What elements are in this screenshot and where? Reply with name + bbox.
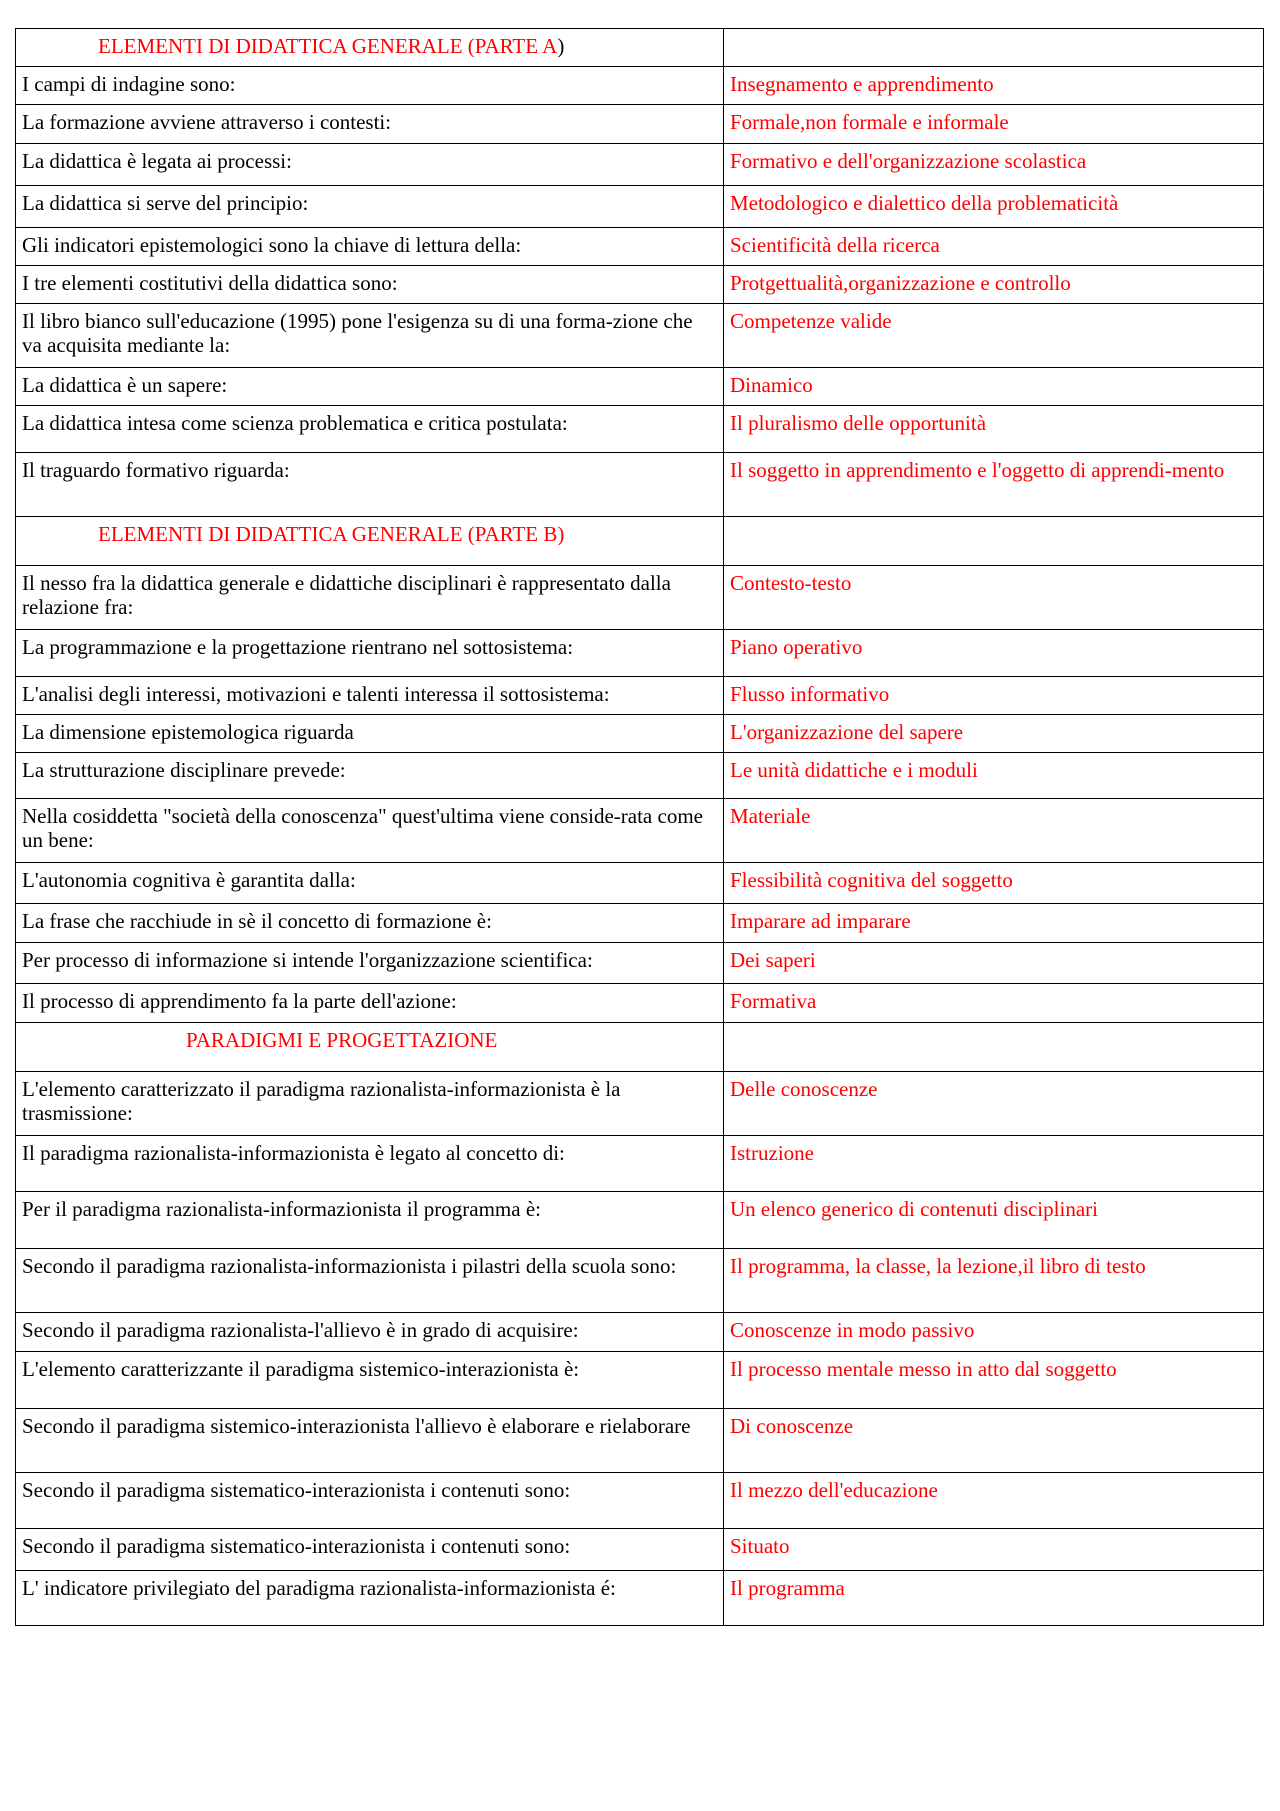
section-title-suffix: ) bbox=[557, 34, 565, 58]
answer-cell: Le unità didattiche e i moduli bbox=[724, 753, 1264, 799]
answer-cell: Delle conoscenze bbox=[724, 1072, 1264, 1136]
section-title-cell bbox=[16, 1023, 724, 1072]
answer-cell: Formale,non formale e informale bbox=[724, 105, 1264, 144]
section-title-cell bbox=[16, 29, 724, 67]
section-empty-cell bbox=[724, 517, 1264, 566]
table-row bbox=[16, 799, 1264, 863]
table-row bbox=[16, 1249, 1264, 1313]
table-row bbox=[16, 863, 1264, 904]
question-cell: Gli indicatori epistemologici sono la chiave di lettura della: bbox=[16, 228, 724, 266]
question-cell: La strutturazione disciplinare prevede: bbox=[16, 753, 724, 799]
section-empty-cell bbox=[724, 29, 1264, 67]
table-row bbox=[16, 630, 1264, 677]
answer-cell: Dei saperi bbox=[724, 943, 1264, 984]
answer-cell: Piano operativo bbox=[724, 630, 1264, 677]
answer-cell: Il processo mentale messo in atto dal soggetto bbox=[724, 1352, 1264, 1409]
question-cell: Secondo il paradigma sistemico-interazionista l'allievo è elaborare e rielaborare bbox=[16, 1409, 724, 1473]
question-cell: La dimensione epistemologica riguarda bbox=[16, 715, 724, 753]
answer-cell: Contesto-testo bbox=[724, 566, 1264, 630]
answer-cell: Istruzione bbox=[724, 1136, 1264, 1192]
answer-cell: Insegnamento e apprendimento bbox=[724, 67, 1264, 105]
table-row bbox=[16, 1136, 1264, 1192]
question-cell: La frase che racchiude in sè il concetto di formazione è: bbox=[16, 904, 724, 943]
answer-cell: Dinamico bbox=[724, 368, 1264, 406]
answer-cell: L'organizzazione del sapere bbox=[724, 715, 1264, 753]
answer-cell: Un elenco generico di contenuti disciplinari bbox=[724, 1192, 1264, 1249]
question-cell: L'autonomia cognitiva è garantita dalla: bbox=[16, 863, 724, 904]
question-cell: Per il paradigma razionalista-informazionista il programma è: bbox=[16, 1192, 724, 1249]
answer-cell: Situato bbox=[724, 1529, 1264, 1571]
section-title-cell bbox=[16, 517, 724, 566]
answer-cell: Metodologico e dialettico della problematicità bbox=[724, 186, 1264, 228]
table-row bbox=[16, 67, 1264, 105]
table-row bbox=[16, 1352, 1264, 1409]
question-cell: Il paradigma razionalista-informazionista è legato al concetto di: bbox=[16, 1136, 724, 1192]
question-cell: La didattica è un sapere: bbox=[16, 368, 724, 406]
table-row bbox=[16, 304, 1264, 368]
quiz-table bbox=[15, 28, 1264, 1626]
question-cell: Secondo il paradigma razionalista-informazionista i pilastri della scuola sono: bbox=[16, 1249, 724, 1313]
table-row bbox=[16, 105, 1264, 144]
table-row bbox=[16, 1529, 1264, 1571]
section-empty-cell bbox=[724, 1023, 1264, 1072]
question-cell: L' indicatore privilegiato del paradigma razionalista-informazionista é: bbox=[16, 1571, 724, 1626]
answer-cell: Flessibilità cognitiva del soggetto bbox=[724, 863, 1264, 904]
answer-cell: Il programma bbox=[724, 1571, 1264, 1626]
question-cell: La formazione avviene attraverso i contesti: bbox=[16, 105, 724, 144]
table-row bbox=[16, 1313, 1264, 1352]
table-row bbox=[16, 228, 1264, 266]
section-header-row bbox=[16, 517, 1264, 566]
table-row bbox=[16, 1192, 1264, 1249]
table-row bbox=[16, 677, 1264, 715]
answer-cell: Il pluralismo delle opportunità bbox=[724, 406, 1264, 453]
question-cell: Nella cosiddetta "società della conoscenza" quest'ultima viene conside-rata come un bene: bbox=[16, 799, 724, 863]
question-cell: Il processo di apprendimento fa la parte dell'azione: bbox=[16, 984, 724, 1023]
table-row bbox=[16, 266, 1264, 304]
table-row bbox=[16, 943, 1264, 984]
answer-cell: Protgettualità,organizzazione e controllo bbox=[724, 266, 1264, 304]
answer-cell: Il soggetto in apprendimento e l'oggetto di apprendi-mento bbox=[724, 453, 1264, 517]
table-row bbox=[16, 368, 1264, 406]
table-row bbox=[16, 904, 1264, 943]
answer-cell: Formativa bbox=[724, 984, 1264, 1023]
table-row bbox=[16, 144, 1264, 186]
question-cell: La didattica è legata ai processi: bbox=[16, 144, 724, 186]
question-cell: Secondo il paradigma razionalista-l'allievo è in grado di acquisire: bbox=[16, 1313, 724, 1352]
section-title: ELEMENTI DI DIDATTICA GENERALE (PARTE B) bbox=[98, 522, 565, 546]
document-page bbox=[15, 28, 1263, 1626]
answer-cell: Formativo e dell'organizzazione scolastica bbox=[724, 144, 1264, 186]
answer-cell: Imparare ad imparare bbox=[724, 904, 1264, 943]
answer-cell: Materiale bbox=[724, 799, 1264, 863]
table-row bbox=[16, 1409, 1264, 1473]
question-cell: L'analisi degli interessi, motivazioni e talenti interessa il sottosistema: bbox=[16, 677, 724, 715]
answer-cell: Conoscenze in modo passivo bbox=[724, 1313, 1264, 1352]
section-title: PARADIGMI E PROGETTAZIONE bbox=[186, 1028, 498, 1052]
table-row bbox=[16, 566, 1264, 630]
answer-cell: Scientificità della ricerca bbox=[724, 228, 1264, 266]
table-row bbox=[16, 453, 1264, 517]
table-row bbox=[16, 984, 1264, 1023]
table-row bbox=[16, 1571, 1264, 1626]
section-header-row bbox=[16, 1023, 1264, 1072]
answer-cell: Competenze valide bbox=[724, 304, 1264, 368]
question-cell: Il nesso fra la didattica generale e didattiche disciplinari è rappresentato dalla relazione fra: bbox=[16, 566, 724, 630]
question-cell: Il libro bianco sull'educazione (1995) pone l'esigenza su di una forma-zione che va acquisita mediante la: bbox=[16, 304, 724, 368]
question-cell: Il traguardo formativo riguarda: bbox=[16, 453, 724, 517]
question-cell: La didattica intesa come scienza problematica e critica postulata: bbox=[16, 406, 724, 453]
answer-cell: Flusso informativo bbox=[724, 677, 1264, 715]
question-cell: La programmazione e la progettazione rientrano nel sottosistema: bbox=[16, 630, 724, 677]
table-row bbox=[16, 753, 1264, 799]
question-cell: Secondo il paradigma sistematico-interazionista i contenuti sono: bbox=[16, 1473, 724, 1529]
table-row bbox=[16, 715, 1264, 753]
table-row bbox=[16, 1072, 1264, 1136]
question-cell: La didattica si serve del principio: bbox=[16, 186, 724, 228]
table-row bbox=[16, 186, 1264, 228]
table-row bbox=[16, 1473, 1264, 1529]
question-cell: L'elemento caratterizzato il paradigma razionalista-informazionista è la trasmissione: bbox=[16, 1072, 724, 1136]
question-cell: L'elemento caratterizzante il paradigma sistemico-interazionista è: bbox=[16, 1352, 724, 1409]
question-cell: Secondo il paradigma sistematico-interazionista i contenuti sono: bbox=[16, 1529, 724, 1571]
question-cell: Per processo di informazione si intende l'organizzazione scientifica: bbox=[16, 943, 724, 984]
section-header-row bbox=[16, 29, 1264, 67]
table-row bbox=[16, 406, 1264, 453]
answer-cell: Il programma, la classe, la lezione,il libro di testo bbox=[724, 1249, 1264, 1313]
answer-cell: Di conoscenze bbox=[724, 1409, 1264, 1473]
answer-cell: Il mezzo dell'educazione bbox=[724, 1473, 1264, 1529]
question-cell: I campi di indagine sono: bbox=[16, 67, 724, 105]
section-title: ELEMENTI DI DIDATTICA GENERALE (PARTE A bbox=[98, 34, 558, 58]
question-cell: I tre elementi costitutivi della didattica sono: bbox=[16, 266, 724, 304]
